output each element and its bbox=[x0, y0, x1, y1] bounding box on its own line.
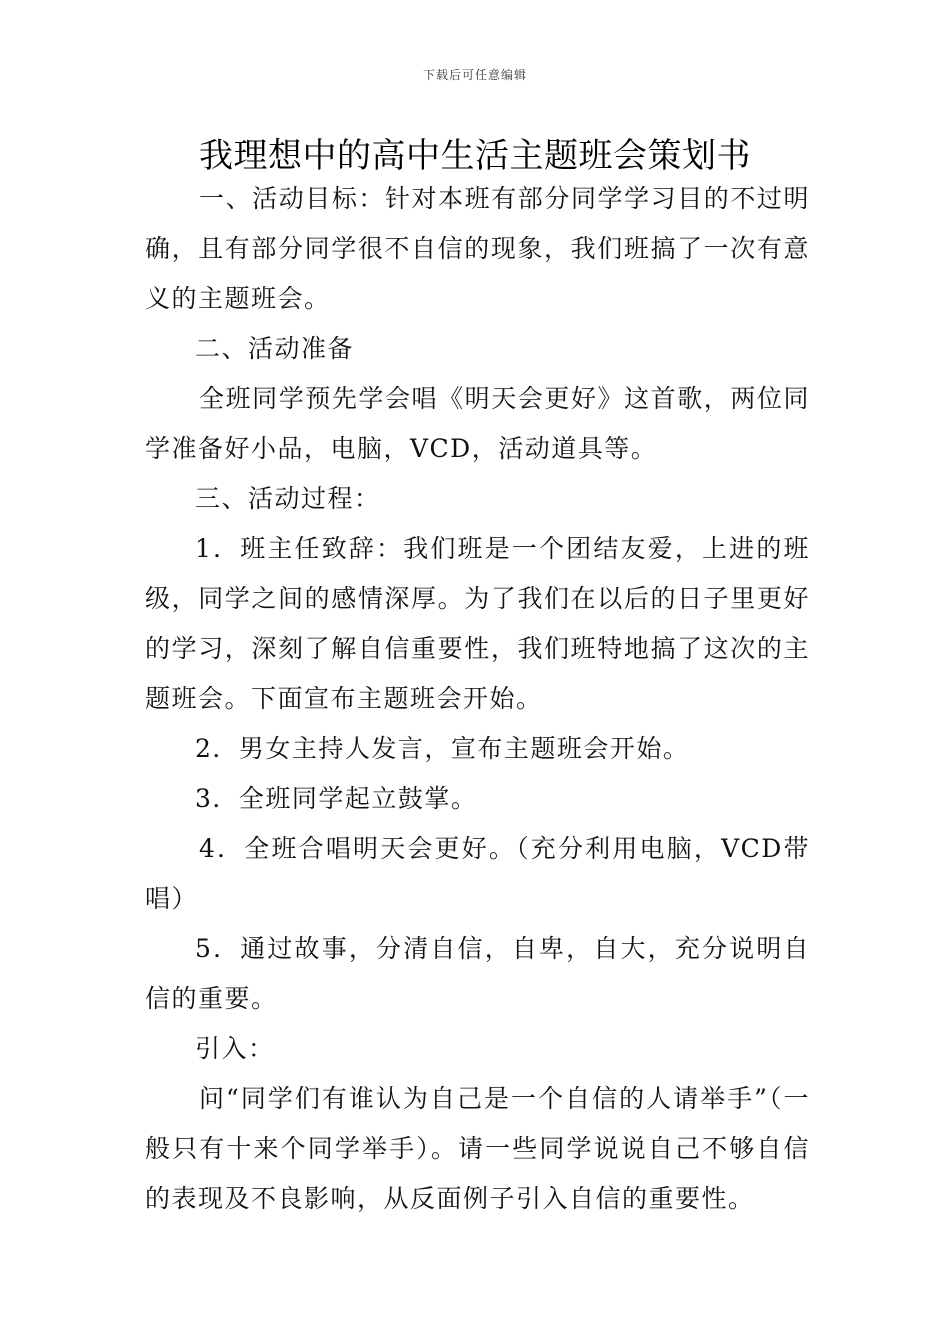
paragraph-step-3: 3．全班同学起立鼓掌。 bbox=[195, 784, 478, 813]
paragraph-preparation: 全班同学预先学会唱《明天会更好》这首歌，两位同学准备好小品，电脑，VCD，活动道具等。 bbox=[145, 384, 810, 463]
section-heading-preparation: 二、活动准备 bbox=[195, 334, 355, 363]
document-title: 我理想中的高中生活主题班会策划书 bbox=[199, 136, 751, 176]
paragraph-step-1: 1．班主任致辞：我们班是一个团结友爱，上进的班级，同学之间的感情深厚。为了我们在以后的日子里更好的学习，深刻了解自信重要性，我们班特地搞了这次的主题班会。下面宣布主题班会开始。 bbox=[145, 534, 810, 713]
header-note: 下载后可任意编辑 bbox=[422, 68, 527, 82]
document-body bbox=[145, 174, 810, 1224]
paragraph-step-4: 4．全班合唱明天会更好。（充分利用电脑，VCD带唱） bbox=[145, 834, 810, 913]
paragraph-goal: 一、活动目标：针对本班有部分同学学习目的不过明确，且有部分同学很不自信的现象，我们班搞了一次有意义的主题班会。 bbox=[145, 184, 810, 313]
paragraph-intro-label: 引入： bbox=[195, 1034, 275, 1063]
paragraph-step-2: 2．男女主持人发言，宣布主题班会开始。 bbox=[195, 734, 690, 763]
paragraph-intro-question: 问“同学们有谁认为自己是一个自信的人请举手”（一般只有十来个同学举手）。请一些同学说说自己不够自信的表现及不良影响，从反面例子引入自信的重要性。 bbox=[145, 1084, 810, 1213]
section-heading-process: 三、活动过程： bbox=[195, 484, 381, 513]
paragraph-step-5: 5．通过故事，分清自信，自卑，自大，充分说明自信的重要。 bbox=[145, 934, 810, 1013]
